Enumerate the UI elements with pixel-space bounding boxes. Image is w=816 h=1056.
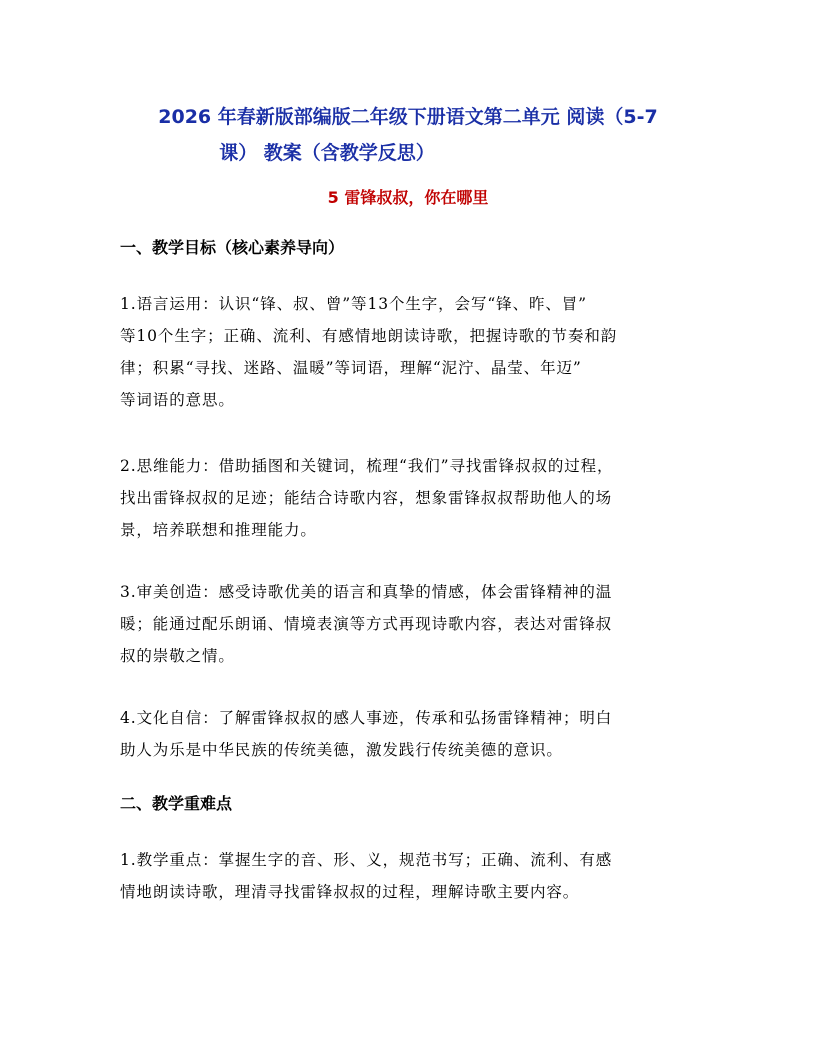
- text-line: 等10个生字；正确、流利、有感情地朗读诗歌，把握诗歌的节奏和韵: [120, 327, 618, 345]
- text-line: 1.教学重点：掌握生字的音、形、义，规范书写；正确、流利、有感: [120, 851, 613, 869]
- text-line: 2.思维能力：借助插图和关键词，梳理“我们”寻找雷锋叔叔的过程，: [120, 457, 614, 475]
- text-line: 等词语的意思。: [120, 391, 235, 409]
- goal-item-language: [120, 288, 705, 416]
- document-title-line-2: [118, 135, 698, 171]
- text-line: 1.语言运用：认识“锋、叔、曾”等13个生字，会写“锋、昨、冒”: [120, 295, 588, 313]
- goal-item-culture: [120, 702, 705, 766]
- text-line: 3.审美创造：感受诗歌优美的语言和真挚的情感，体会雷锋精神的温: [120, 583, 613, 601]
- text-line: 暖；能通过配乐朗诵、情境表演等方式再现诗歌内容，表达对雷锋叔: [120, 615, 613, 633]
- text-line: 景，培养联想和推理能力。: [120, 521, 317, 539]
- goal-item-aesthetics: [120, 576, 705, 672]
- text-line: 律；积累“寻找、迷路、温暖”等词语，理解“泥泞、晶莹、年迈”: [120, 359, 582, 377]
- text-line: 助人为乐是中华民族的传统美德，激发践行传统美德的意识。: [120, 741, 563, 759]
- lesson-title: 5 雷锋叔叔，你在哪里: [327, 188, 489, 207]
- document-title-line-1: 2026 年春新版部编版二年级下册语文第二单元 阅读（5-7: [158, 106, 658, 128]
- section-heading-teaching-goals: 一、教学目标（核心素养导向）: [120, 238, 345, 257]
- document-title-line-2-text: 课） 教案（含教学反思）: [219, 142, 435, 164]
- key-point-item: [120, 844, 705, 908]
- text-line: 找出雷锋叔叔的足迹；能结合诗歌内容，想象雷锋叔叔帮助他人的场: [120, 489, 613, 507]
- section-heading-key-points: 二、教学重难点: [120, 794, 233, 813]
- goal-item-thinking: [120, 450, 705, 546]
- text-line: 叔的崇敬之情。: [120, 647, 235, 665]
- text-line: 情地朗读诗歌，理清寻找雷锋叔叔的过程，理解诗歌主要内容。: [120, 883, 580, 901]
- text-line: 4.文化自信：了解雷锋叔叔的感人事迹，传承和弘扬雷锋精神；明白: [120, 709, 613, 727]
